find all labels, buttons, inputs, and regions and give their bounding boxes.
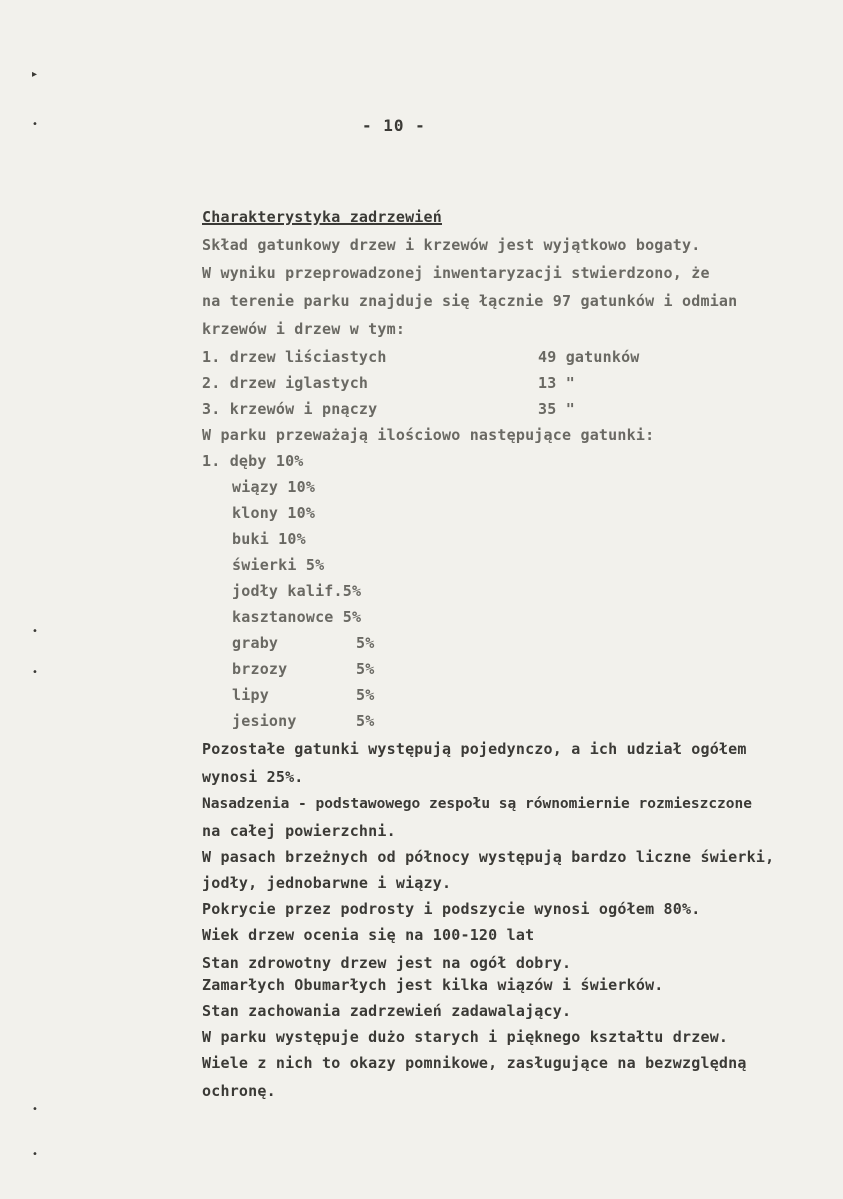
species-pct: 5% xyxy=(356,634,375,652)
species-item: buki 10% xyxy=(232,530,306,548)
category-count: 49 gatunków xyxy=(538,348,640,366)
text-line: na terenie parku znajduje się łącznie 97 gatunków i odmian xyxy=(202,292,738,310)
category-label: 3. krzewów i pnączy xyxy=(202,400,378,418)
text-line: Skład gatunkowy drzew i krzewów jest wyjątkowo bogaty. xyxy=(202,236,701,254)
text-line: Pokrycie przez podrosty i podszycie wynosi ogółem 80%. xyxy=(202,900,701,918)
species-item: świerki 5% xyxy=(232,556,325,574)
text-line: Wiele z nich to okazy pomnikowe, zasługujące na bezwzględną xyxy=(202,1054,747,1072)
margin-mark: • xyxy=(32,119,38,130)
margin-mark: ▸ xyxy=(32,69,38,80)
species-item: klony 10% xyxy=(232,504,316,522)
text-line: Wiek drzew ocenia się na 100-120 lat xyxy=(202,926,535,944)
text-line: wynosi 25%. xyxy=(202,768,304,786)
species-item: kasztanowce 5% xyxy=(232,608,362,626)
species-pct: 5% xyxy=(356,712,375,730)
page-number: - 10 - xyxy=(362,116,426,135)
text-line: Nasadzenia - podstawowego zespołu są równomiernie rozmieszczone xyxy=(202,796,752,812)
species-item: wiązy 10% xyxy=(232,478,316,496)
text-line: Stan zachowania zadrzewień zadawalający. xyxy=(202,1002,572,1020)
margin-mark: • xyxy=(32,667,38,678)
text-line: Stan zdrowotny drzew jest na ogół dobry. xyxy=(202,954,572,972)
species-item: graby xyxy=(232,634,279,652)
text-line: Zamarłych Obumarłych jest kilka wiązów i świerków. xyxy=(202,976,664,994)
text-line: jodły, jednobarwne i wiązy. xyxy=(202,874,452,892)
species-item: jesiony xyxy=(232,712,297,730)
text-line: na całej powierzchni. xyxy=(202,822,396,840)
text-line: W pasach brzeżnych od północy występują bardzo liczne świerki, xyxy=(202,848,775,866)
category-label: 1. drzew liściastych xyxy=(202,348,387,366)
species-pct: 5% xyxy=(356,686,375,704)
margin-mark: • xyxy=(32,1149,38,1160)
category-label: 2. drzew iglastych xyxy=(202,374,369,392)
section-heading: Charakterystyka zadrzewień xyxy=(202,208,442,226)
text-line: W wyniku przeprowadzonej inwentaryzacji stwierdzono, że xyxy=(202,264,710,282)
species-item: lipy xyxy=(232,686,269,704)
category-count: 13 " xyxy=(538,374,575,392)
dominant-intro: W parku przeważają ilościowo następujące gatunki: xyxy=(202,426,655,444)
species-item: 1. dęby 10% xyxy=(202,452,304,470)
species-item: jodły kalif.5% xyxy=(232,582,362,600)
text-line: krzewów i drzew w tym: xyxy=(202,320,406,338)
margin-mark: • xyxy=(32,1104,38,1115)
species-item: brzozy xyxy=(232,660,288,678)
text-line: ochronę. xyxy=(202,1082,276,1100)
margin-mark: • xyxy=(32,626,38,637)
text-line: W parku występuje dużo starych i pięknego kształtu drzew. xyxy=(202,1028,729,1046)
category-count: 35 " xyxy=(538,400,575,418)
text-line: Pozostałe gatunki występują pojedynczo, a ich udział ogółem xyxy=(202,740,747,758)
species-pct: 5% xyxy=(356,660,375,678)
